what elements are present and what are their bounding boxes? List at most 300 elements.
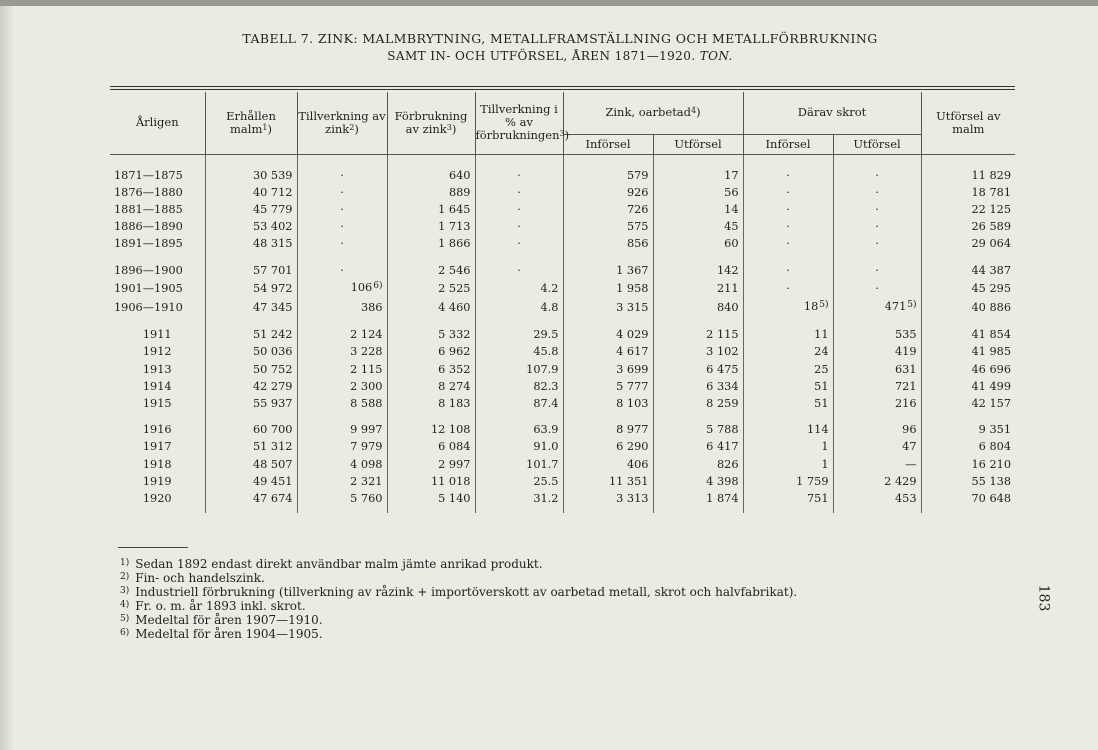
- procent-cell-value: 25.5: [533, 474, 559, 488]
- utforsel-malm-cell-value: 70 648: [971, 491, 1012, 505]
- utforsel-malm-cell-value: 16 210: [971, 457, 1012, 471]
- footnote-text: Medeltal för åren 1907—1910.: [135, 613, 323, 627]
- header-procent: Tillverkning i % av förbrukningen$^3$): [475, 92, 563, 154]
- forbrukning-cell-value: 2 525: [438, 281, 471, 295]
- skrot-inforsel-cell-value: 25: [814, 362, 829, 376]
- skrot-inforsel-cell: [743, 456, 833, 473]
- spacer-row: [110, 507, 1015, 513]
- spacer-cell: [205, 253, 297, 262]
- skrot-inforsel-cell-value: ·: [786, 237, 790, 251]
- skrot-utforsel-cell: [833, 456, 921, 473]
- procent-cell-value: ·: [517, 263, 521, 277]
- erhallen-malm-cell: [205, 167, 297, 184]
- zink-utforsel-cell-value: 3 102: [706, 345, 739, 359]
- table-body: [110, 154, 1015, 513]
- year-cell-value: 1906—1910: [114, 300, 183, 314]
- table-title: TABELL 7. ZINK: MALMBRYTNING, METALLFRAMSTÄLLNING OCH METALLFÖRBRUKNING: [242, 31, 878, 46]
- utforsel-malm-cell-value: 9 351: [978, 423, 1012, 437]
- zink-utforsel-cell: [653, 262, 743, 279]
- spacer-cell: [205, 507, 297, 513]
- utforsel-malm-cell: [921, 326, 1015, 343]
- tillverkning-cell: [297, 201, 387, 218]
- erhallen-malm-cell: [205, 201, 297, 218]
- forbrukning-cell: [387, 326, 475, 343]
- spacer-cell: [653, 317, 743, 326]
- forbrukning-cell: [387, 167, 475, 184]
- year-cell-value: 1876—1880: [114, 185, 183, 199]
- procent-cell: [475, 326, 563, 343]
- utforsel-malm-cell: [921, 235, 1015, 252]
- utforsel-malm-cell-value: 29 064: [971, 237, 1012, 251]
- erhallen-malm-cell-value: 47 345: [252, 300, 293, 314]
- footnote-ref: 5): [907, 299, 917, 310]
- zink-utforsel-cell-value: 14: [724, 202, 739, 216]
- skrot-inforsel-cell-value: 11: [814, 328, 829, 342]
- year-cell-value: 1913: [142, 362, 172, 376]
- spacer-cell: [110, 412, 205, 421]
- forbrukning-cell: [387, 438, 475, 455]
- skrot-inforsel-cell: [743, 262, 833, 279]
- skrot-utforsel-cell-value: ·: [875, 281, 879, 295]
- tillverkning-cell: [297, 421, 387, 438]
- forbrukning-cell: [387, 218, 475, 235]
- erhallen-malm-cell-value: 48 315: [252, 237, 293, 251]
- skrot-inforsel-cell: [743, 421, 833, 438]
- skrot-utforsel-cell: [833, 361, 921, 378]
- erhallen-malm-cell-value: 49 451: [252, 474, 293, 488]
- erhallen-malm-cell-value: 50 752: [252, 362, 293, 376]
- forbrukning-cell: [387, 395, 475, 412]
- utforsel-malm-cell-value: 55 138: [971, 474, 1012, 488]
- zink-utforsel-cell: [653, 235, 743, 252]
- erhallen-malm-cell-value: 57 701: [252, 263, 293, 277]
- utforsel-malm-cell: [921, 218, 1015, 235]
- year-cell: [110, 378, 205, 395]
- erhallen-malm-cell: [205, 262, 297, 279]
- forbrukning-cell: [387, 184, 475, 201]
- procent-cell: [475, 235, 563, 252]
- skrot-inforsel-cell: [743, 298, 833, 317]
- forbrukning-cell-value: 1 713: [438, 220, 471, 234]
- header-zink-inforsel: Införsel: [563, 134, 653, 154]
- erhallen-malm-cell-value: 45 779: [252, 202, 293, 216]
- zink-inforsel-cell-value: 856: [626, 237, 649, 251]
- procent-cell-value: ·: [517, 185, 521, 199]
- year-cell-value: 1886—1890: [114, 220, 183, 234]
- skrot-utforsel-cell-value: 721: [894, 379, 917, 393]
- skrot-inforsel-cell-value: ·: [786, 185, 790, 199]
- zink-utforsel-cell-value: 840: [716, 300, 739, 314]
- procent-cell: [475, 456, 563, 473]
- spacer-cell: [297, 317, 387, 326]
- zink-inforsel-cell-value: 3 313: [616, 491, 649, 505]
- spacer-cell: [921, 253, 1015, 262]
- footnote-number: 1): [120, 558, 130, 568]
- table-row: [110, 490, 1015, 507]
- table-row: [110, 421, 1015, 438]
- procent-cell-value: 4.8: [540, 300, 559, 314]
- zink-inforsel-cell: [563, 395, 653, 412]
- spacer-cell: [387, 154, 475, 167]
- skrot-utforsel-cell-value: 216: [894, 396, 917, 410]
- erhallen-malm-cell: [205, 490, 297, 507]
- year-cell-value: 1871—1875: [114, 168, 183, 182]
- tillverkning-cell-value: 106: [350, 280, 373, 294]
- header-procent-text: Tillverkning i % av förbrukningen: [475, 102, 560, 143]
- tillverkning-cell: [297, 235, 387, 252]
- spacer-cell: [205, 154, 297, 167]
- skrot-utforsel-cell-value: 471: [884, 299, 907, 313]
- spacer-cell: [653, 507, 743, 513]
- skrot-utforsel-cell-value: 419: [894, 345, 917, 359]
- procent-cell-value: 107.9: [526, 362, 559, 376]
- unit-label: TON.: [699, 49, 733, 63]
- footnote-rule: [118, 547, 188, 548]
- spacer-cell: [833, 253, 921, 262]
- utforsel-malm-cell: [921, 279, 1015, 298]
- zink-utforsel-cell: [653, 326, 743, 343]
- fn-ref-1: 1: [262, 122, 268, 132]
- skrot-inforsel-cell-value: 1: [821, 457, 829, 471]
- zink-utforsel-cell: [653, 361, 743, 378]
- skrot-utforsel-cell: [833, 473, 921, 490]
- utforsel-malm-cell: [921, 262, 1015, 279]
- forbrukning-cell-value: 2 546: [438, 263, 471, 277]
- skrot-inforsel-cell: [743, 235, 833, 252]
- skrot-utforsel-cell-value: ·: [875, 220, 879, 234]
- zink-inforsel-cell-value: 5 777: [616, 379, 649, 393]
- zink-inforsel-cell: [563, 438, 653, 455]
- spacer-cell: [475, 154, 563, 167]
- tillverkning-cell: [297, 279, 387, 298]
- skrot-utforsel-cell: [833, 262, 921, 279]
- year-cell-value: 1917: [142, 440, 172, 454]
- zink-inforsel-cell: [563, 361, 653, 378]
- zink-utforsel-cell-value: 17: [724, 168, 739, 182]
- utforsel-malm-cell-value: 41 854: [971, 328, 1012, 342]
- footnote-number: 6): [120, 628, 130, 638]
- tillverkning-cell: [297, 438, 387, 455]
- procent-cell: [475, 421, 563, 438]
- forbrukning-cell-value: 2 997: [438, 457, 471, 471]
- erhallen-malm-cell-value: 54 972: [252, 281, 293, 295]
- zink-inforsel-cell: [563, 167, 653, 184]
- year-cell-value: 1914: [142, 379, 172, 393]
- erhallen-malm-cell-value: 40 712: [252, 185, 293, 199]
- tillverkning-cell-value: ·: [340, 202, 344, 216]
- year-cell: [110, 279, 205, 298]
- spacer-cell: [921, 154, 1015, 167]
- procent-cell: [475, 395, 563, 412]
- zink-utforsel-cell: [653, 279, 743, 298]
- footnote-ref: 5): [819, 299, 829, 310]
- forbrukning-cell-value: 12 108: [430, 423, 471, 437]
- year-cell: [110, 456, 205, 473]
- header-skrot-utforsel: Utförsel: [833, 134, 921, 154]
- erhallen-malm-cell: [205, 361, 297, 378]
- footnote-number: 4): [120, 600, 130, 610]
- spacer-cell: [833, 154, 921, 167]
- spacer-cell: [205, 317, 297, 326]
- tillverkning-cell-value: 5 760: [350, 491, 383, 505]
- footnote-item: [120, 627, 323, 643]
- spacer-cell: [921, 412, 1015, 421]
- procent-cell-value: 4.2: [540, 281, 559, 295]
- skrot-inforsel-cell: [743, 167, 833, 184]
- tillverkning-cell-value: 2 124: [350, 328, 383, 342]
- spacer-cell: [110, 154, 205, 167]
- zink-utforsel-cell-value: 211: [716, 281, 739, 295]
- skrot-inforsel-cell: [743, 201, 833, 218]
- procent-cell-value: 29.5: [533, 328, 559, 342]
- erhallen-malm-cell-value: 50 036: [252, 345, 293, 359]
- table-row: [110, 473, 1015, 490]
- year-cell-value: 1915: [142, 396, 172, 410]
- tillverkning-cell: [297, 167, 387, 184]
- skrot-utforsel-cell: [833, 201, 921, 218]
- footnote-text: Medeltal för åren 1904—1905.: [135, 627, 323, 641]
- fn-ref-3b: 3: [559, 129, 565, 139]
- header-erhallen-text: Erhållen malm: [226, 108, 276, 136]
- zink-utforsel-cell: [653, 456, 743, 473]
- skrot-inforsel-cell-value: ·: [786, 263, 790, 277]
- procent-cell: [475, 167, 563, 184]
- zink-inforsel-cell-value: 726: [626, 202, 649, 216]
- year-cell: [110, 298, 205, 317]
- procent-cell-value: 82.3: [533, 379, 559, 393]
- year-cell-value: 1891—1895: [114, 237, 183, 251]
- header-tillverkning: Tillverkning av zink$^2$): [297, 92, 387, 154]
- skrot-inforsel-cell-value: 114: [806, 423, 829, 437]
- table-row: [110, 262, 1015, 279]
- spacer-cell: [475, 507, 563, 513]
- utforsel-malm-cell-value: 44 387: [971, 263, 1012, 277]
- table-row: [110, 298, 1015, 317]
- spacer-cell: [297, 412, 387, 421]
- header-darav-skrot: Därav skrot: [743, 92, 921, 134]
- year-cell: [110, 167, 205, 184]
- zink-inforsel-cell-value: 3 699: [616, 362, 649, 376]
- footnote-text: Sedan 1892 endast direkt användbar malm jämte anrikad produkt.: [135, 557, 543, 571]
- erhallen-malm-cell: [205, 235, 297, 252]
- tillverkning-cell-value: ·: [340, 220, 344, 234]
- zink-inforsel-cell: [563, 490, 653, 507]
- utforsel-malm-cell: [921, 421, 1015, 438]
- utforsel-malm-cell-value: 26 589: [971, 220, 1012, 234]
- skrot-utforsel-cell: [833, 343, 921, 360]
- spacer-cell: [563, 412, 653, 421]
- forbrukning-cell-value: 8 274: [438, 379, 471, 393]
- spacer-cell: [387, 317, 475, 326]
- zink-utforsel-cell: [653, 395, 743, 412]
- year-cell-value: 1920: [142, 491, 172, 505]
- utforsel-malm-cell-value: 22 125: [971, 202, 1012, 216]
- spacer-cell: [921, 507, 1015, 513]
- table-row: [110, 438, 1015, 455]
- zink-inforsel-cell: [563, 298, 653, 317]
- tillverkning-cell: [297, 456, 387, 473]
- skrot-inforsel-cell: [743, 184, 833, 201]
- utforsel-malm-cell-value: 45 295: [971, 281, 1012, 295]
- spacer-cell: [205, 412, 297, 421]
- forbrukning-cell: [387, 490, 475, 507]
- tillverkning-cell-value: 8 588: [350, 396, 383, 410]
- year-cell: [110, 184, 205, 201]
- procent-cell-value: ·: [517, 220, 521, 234]
- forbrukning-cell-value: 6 084: [438, 440, 471, 454]
- utforsel-malm-cell-value: 41 985: [971, 345, 1012, 359]
- utforsel-malm-cell: [921, 490, 1015, 507]
- zink-utforsel-cell: [653, 438, 743, 455]
- procent-cell: [475, 218, 563, 235]
- header-tillverkning-text: Tillverkning av zink: [298, 108, 386, 136]
- zink-inforsel-cell: [563, 279, 653, 298]
- tillverkning-cell: [297, 218, 387, 235]
- erhallen-malm-cell: [205, 184, 297, 201]
- zink-utforsel-cell-value: 6 334: [706, 379, 739, 393]
- zink-utforsel-cell: [653, 218, 743, 235]
- spacer-cell: [110, 507, 205, 513]
- procent-cell-value: 31.2: [533, 491, 559, 505]
- skrot-utforsel-cell-value: ·: [875, 202, 879, 216]
- spacer-cell: [563, 507, 653, 513]
- erhallen-malm-cell: [205, 378, 297, 395]
- skrot-utforsel-cell: [833, 326, 921, 343]
- zink-inforsel-cell: [563, 326, 653, 343]
- tillverkning-cell-value: ·: [340, 185, 344, 199]
- forbrukning-cell: [387, 201, 475, 218]
- erhallen-malm-cell: [205, 438, 297, 455]
- forbrukning-cell: [387, 343, 475, 360]
- utforsel-malm-cell: [921, 473, 1015, 490]
- spacer-cell: [653, 154, 743, 167]
- tillverkning-cell-value: 2 321: [350, 474, 383, 488]
- procent-cell-value: 87.4: [533, 396, 559, 410]
- spacer-row: [110, 253, 1015, 262]
- zink-utforsel-cell-value: 2 115: [706, 328, 739, 342]
- tillverkning-cell-value: ·: [340, 263, 344, 277]
- spacer-cell: [833, 317, 921, 326]
- skrot-utforsel-cell-value: 535: [894, 328, 917, 342]
- skrot-utforsel-cell-value: —: [905, 457, 917, 471]
- zink-utforsel-cell-value: 6 417: [706, 440, 739, 454]
- spacer-cell: [297, 507, 387, 513]
- tillverkning-cell-value: 386: [360, 300, 383, 314]
- spacer-cell: [743, 154, 833, 167]
- table-row: [110, 184, 1015, 201]
- forbrukning-cell-value: 889: [448, 185, 471, 199]
- skrot-inforsel-cell: [743, 378, 833, 395]
- header-zink-oarbetad: Zink, oarbetad$^4$): [563, 92, 743, 134]
- skrot-utforsel-cell-value: 631: [894, 362, 917, 376]
- table-row: [110, 456, 1015, 473]
- footnote-text: Fin- och handelszink.: [135, 571, 265, 585]
- procent-cell: [475, 201, 563, 218]
- header-forbrukning-text: Förbrukning av zink: [394, 108, 468, 136]
- forbrukning-cell: [387, 279, 475, 298]
- skrot-inforsel-cell-value: ·: [786, 168, 790, 182]
- forbrukning-cell: [387, 262, 475, 279]
- zink-inforsel-cell-value: 4 029: [616, 328, 649, 342]
- year-cell-value: 1911: [142, 328, 172, 342]
- erhallen-malm-cell: [205, 473, 297, 490]
- zink-utforsel-cell-value: 4 398: [706, 474, 739, 488]
- table-row: [110, 343, 1015, 360]
- zink-inforsel-cell: [563, 201, 653, 218]
- year-cell-value: 1916: [142, 423, 172, 437]
- skrot-utforsel-cell-value: 47: [902, 440, 917, 454]
- forbrukning-cell: [387, 235, 475, 252]
- erhallen-malm-cell-value: 55 937: [252, 396, 293, 410]
- procent-cell-value: ·: [517, 237, 521, 251]
- procent-cell-value: ·: [517, 168, 521, 182]
- utforsel-malm-cell: [921, 456, 1015, 473]
- spacer-cell: [110, 253, 205, 262]
- utforsel-malm-cell: [921, 298, 1015, 317]
- skrot-utforsel-cell: [833, 378, 921, 395]
- utforsel-malm-cell-value: 46 696: [971, 362, 1012, 376]
- forbrukning-cell: [387, 378, 475, 395]
- spacer-cell: [743, 507, 833, 513]
- skrot-inforsel-cell-value: 24: [814, 345, 829, 359]
- skrot-inforsel-cell: [743, 279, 833, 298]
- erhallen-malm-cell: [205, 218, 297, 235]
- table-row: [110, 167, 1015, 184]
- tillverkning-cell: [297, 262, 387, 279]
- year-cell: [110, 201, 205, 218]
- zink-inforsel-cell: [563, 262, 653, 279]
- forbrukning-cell-value: 6 352: [438, 362, 471, 376]
- zink-utforsel-cell: [653, 298, 743, 317]
- year-cell: [110, 361, 205, 378]
- spacer-cell: [563, 253, 653, 262]
- skrot-inforsel-cell-value: ·: [786, 281, 790, 295]
- top-rule: [110, 86, 1015, 87]
- zink-inforsel-cell-value: 3 315: [616, 300, 649, 314]
- year-cell-value: 1901—1905: [114, 281, 183, 295]
- year-cell: [110, 438, 205, 455]
- forbrukning-cell-value: 1 645: [438, 202, 471, 216]
- utforsel-malm-cell-value: 41 499: [971, 379, 1012, 393]
- utforsel-malm-cell: [921, 343, 1015, 360]
- procent-cell: [475, 490, 563, 507]
- spacer-cell: [743, 253, 833, 262]
- spacer-cell: [387, 253, 475, 262]
- spacer-cell: [387, 412, 475, 421]
- skrot-utforsel-cell: [833, 298, 921, 317]
- zink-inforsel-cell: [563, 218, 653, 235]
- header-year: Årligen: [110, 92, 205, 154]
- skrot-utforsel-cell: [833, 395, 921, 412]
- zink-inforsel-cell: [563, 184, 653, 201]
- erhallen-malm-cell-value: 60 700: [252, 423, 293, 437]
- zink-utforsel-cell-value: 6 475: [706, 362, 739, 376]
- tillverkning-cell-value: ·: [340, 168, 344, 182]
- spacer-cell: [475, 412, 563, 421]
- header-zink-text: Zink, oarbetad: [605, 105, 692, 120]
- skrot-utforsel-cell-value: ·: [875, 168, 879, 182]
- erhallen-malm-cell-value: 51 242: [252, 328, 293, 342]
- zink-utforsel-cell-value: 8 259: [706, 396, 739, 410]
- tillverkning-cell-value: 9 997: [350, 423, 383, 437]
- table-row: [110, 326, 1015, 343]
- procent-cell-value: 63.9: [533, 423, 559, 437]
- forbrukning-cell-value: 640: [448, 168, 471, 182]
- procent-cell: [475, 184, 563, 201]
- header-erhallen-malm: Erhållen malm$^1$): [205, 92, 297, 154]
- spacer-cell: [475, 253, 563, 262]
- table-row: [110, 395, 1015, 412]
